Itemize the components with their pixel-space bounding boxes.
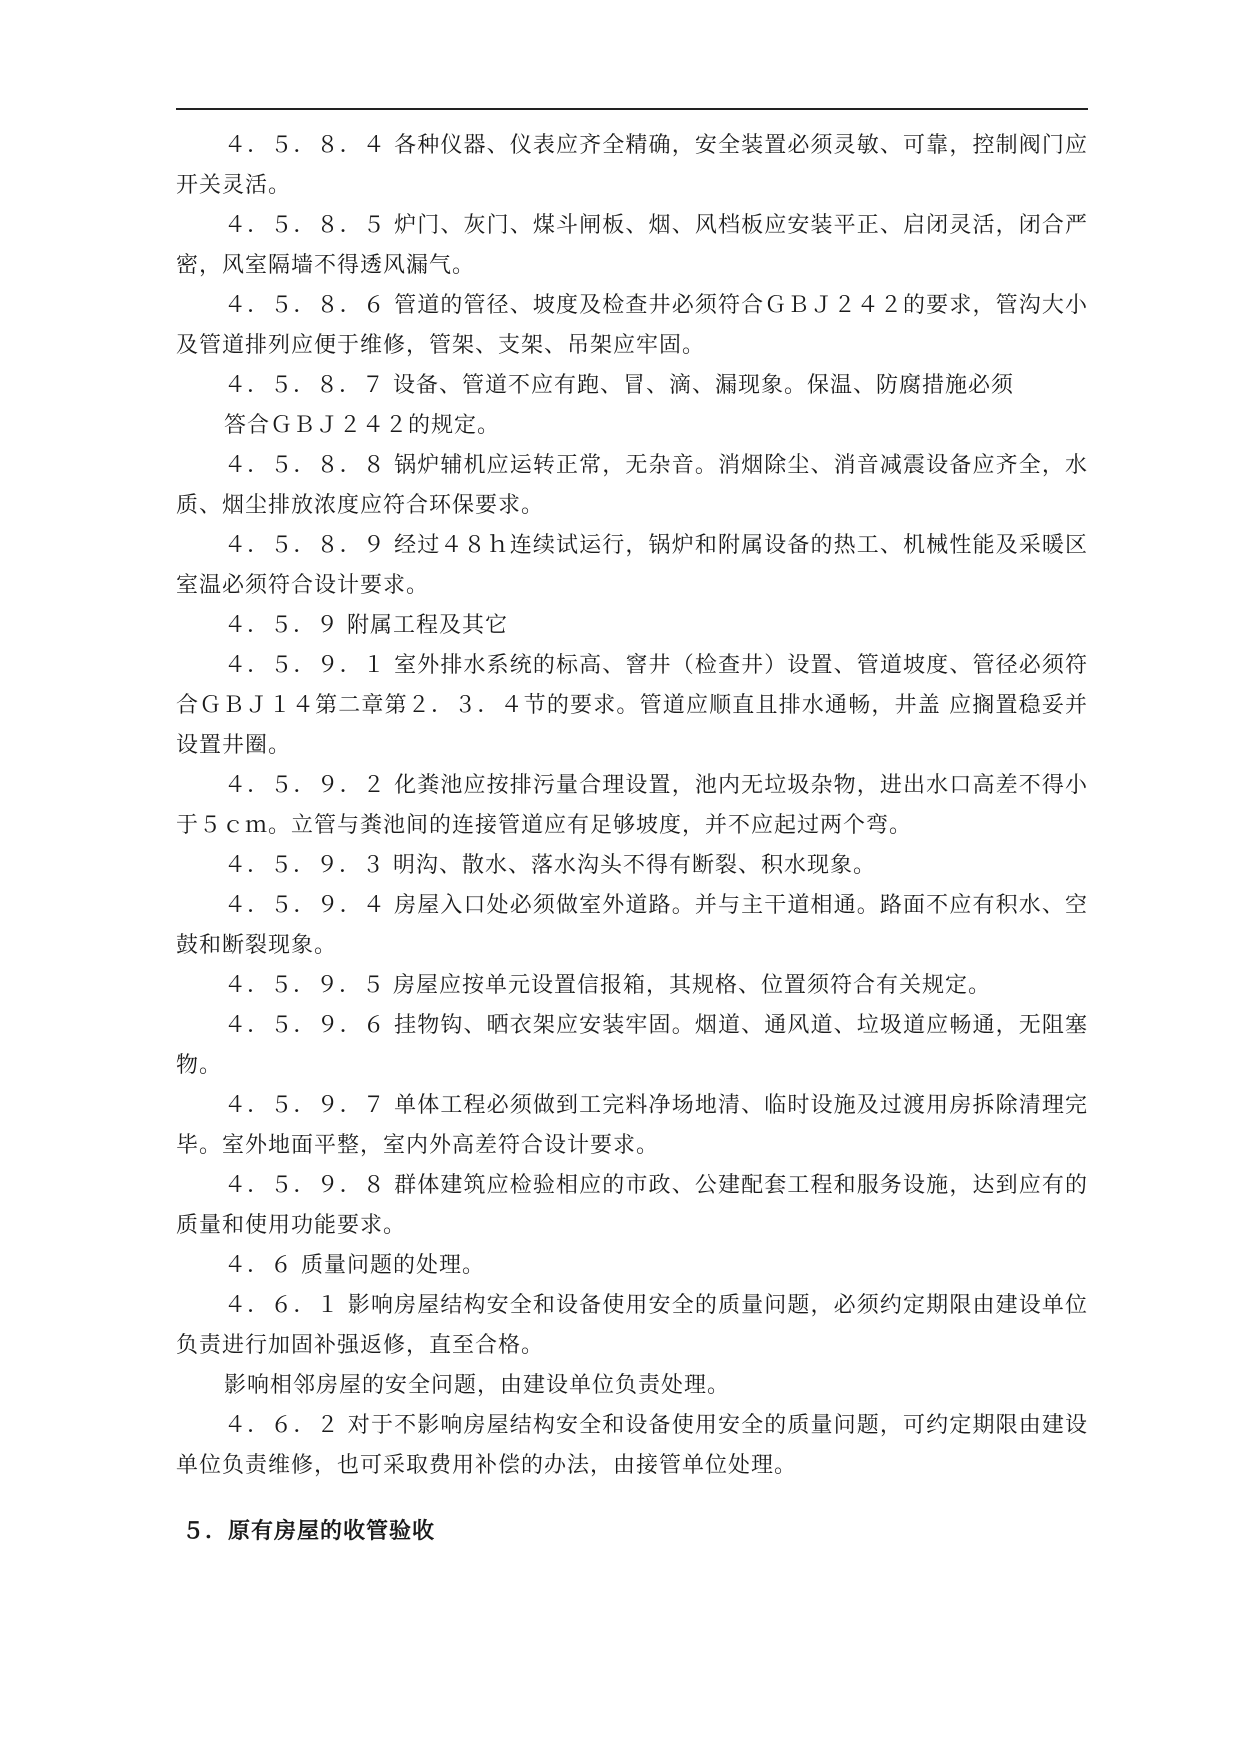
clause-4-5-9-7: ４．５．９．７ 单体工程必须做到工完料净场地清、临时设施及过渡用房拆除清理完毕。室外地面平整，室内外高差符合设计要求。 — [176, 1093, 1088, 1158]
clause-4-5-9-heading: ４．５．９ 附属工程及其它 — [224, 613, 508, 638]
clause-4-5-8-4: ４．５．８．４ 各种仪器、仪表应齐全精确，安全装置必须灵敏、可靠，控制阀门应开关灵活。 — [176, 133, 1088, 198]
clause-4-5-8-6: ４．５．８．６ 管道的管径、坡度及检查井必须符合ＧＢＪ２４２的要求，管沟大小及管道排列应便于维修，管架、支架、吊架应牢固。 — [176, 293, 1088, 358]
clause-4-5-9-1: ４．５．９．１ 室外排水系统的标高、窨井（检查井）设置、管道坡度、管径必须符合ＧＢＪ１４第二章第２．３．４节的要求。管道应顺直且排水通畅，井盖 应搁置稳妥并设置井圈。 — [176, 653, 1088, 758]
clause-4-6-1-note: 影响相邻房屋的安全问题，由建设单位负责处理。 — [224, 1373, 731, 1398]
clause-4-5-8-8: ４．５．８．８ 锅炉辅机应运转正常，无杂音。消烟除尘、消音减震设备应齐全，水质、烟尘排放浓度应符合环保要求。 — [176, 453, 1088, 518]
clause-4-5-9-6: ４．５．９．６ 挂物钩、晒衣架应安装牢固。烟道、通风道、垃圾道应畅通，无阻塞物。 — [176, 1013, 1088, 1078]
clause-4-6-heading: ４．６ 质量问题的处理。 — [224, 1253, 485, 1278]
clause-4-6-2: ４．６．２ 对于不影响房屋结构安全和设备使用安全的质量问题，可约定期限由建设单位负责维修，也可采取费用补偿的办法，由接管单位处理。 — [176, 1413, 1088, 1478]
clause-4-6-1: ４．６．１ 影响房屋结构安全和设备使用安全的质量问题，必须约定期限由建设单位负责进行加固补强返修，直至合格。 — [176, 1293, 1088, 1358]
clause-4-5-8-7-continued: 答合ＧＢＪ２４２的规定。 — [224, 413, 501, 438]
clause-4-5-8-5: ４．５．８．５ 炉门、灰门、煤斗闸板、烟、风档板应安装平正、启闭灵活，闭合严密，风室隔墙不得透风漏气。 — [176, 213, 1088, 278]
clause-4-5-8-7: ４．５．８．７ 设备、管道不应有跑、冒、滴、漏现象。保温、防腐措施必须 — [224, 373, 1014, 398]
clause-4-5-9-2: ４．５．９．２ 化粪池应按排污量合理设置，池内无垃圾杂物，进出水口高差不得小于５ｃｍ。立管与粪池间的连接管道应有足够坡度，并不应起过两个弯。 — [176, 773, 1088, 838]
header-rule — [176, 108, 1088, 110]
clause-4-5-9-5: ４．５．９．５ 房屋应按单元设置信报箱，其规格、位置须符合有关规定。 — [224, 973, 991, 998]
clause-4-5-8-9: ４．５．８．９ 经过４８ｈ连续试运行，锅炉和附属设备的热工、机械性能及采暖区室温必须符合设计要求。 — [176, 533, 1088, 598]
section-5-heading: ５．原有房屋的收管验收 — [182, 1519, 436, 1544]
clause-4-5-9-4: ４．５．９．４ 房屋入口处必须做室外道路。并与主干道相通。路面不应有积水、空鼓和断裂现象。 — [176, 893, 1088, 958]
clause-4-5-9-8: ４．５．９．８ 群体建筑应检验相应的市政、公建配套工程和服务设施，达到应有的质量和使用功能要求。 — [176, 1173, 1088, 1238]
clause-4-5-9-3: ４．５．９．３ 明沟、散水、落水沟头不得有断裂、积水现象。 — [224, 853, 876, 878]
document-page — [176, 108, 1088, 1552]
